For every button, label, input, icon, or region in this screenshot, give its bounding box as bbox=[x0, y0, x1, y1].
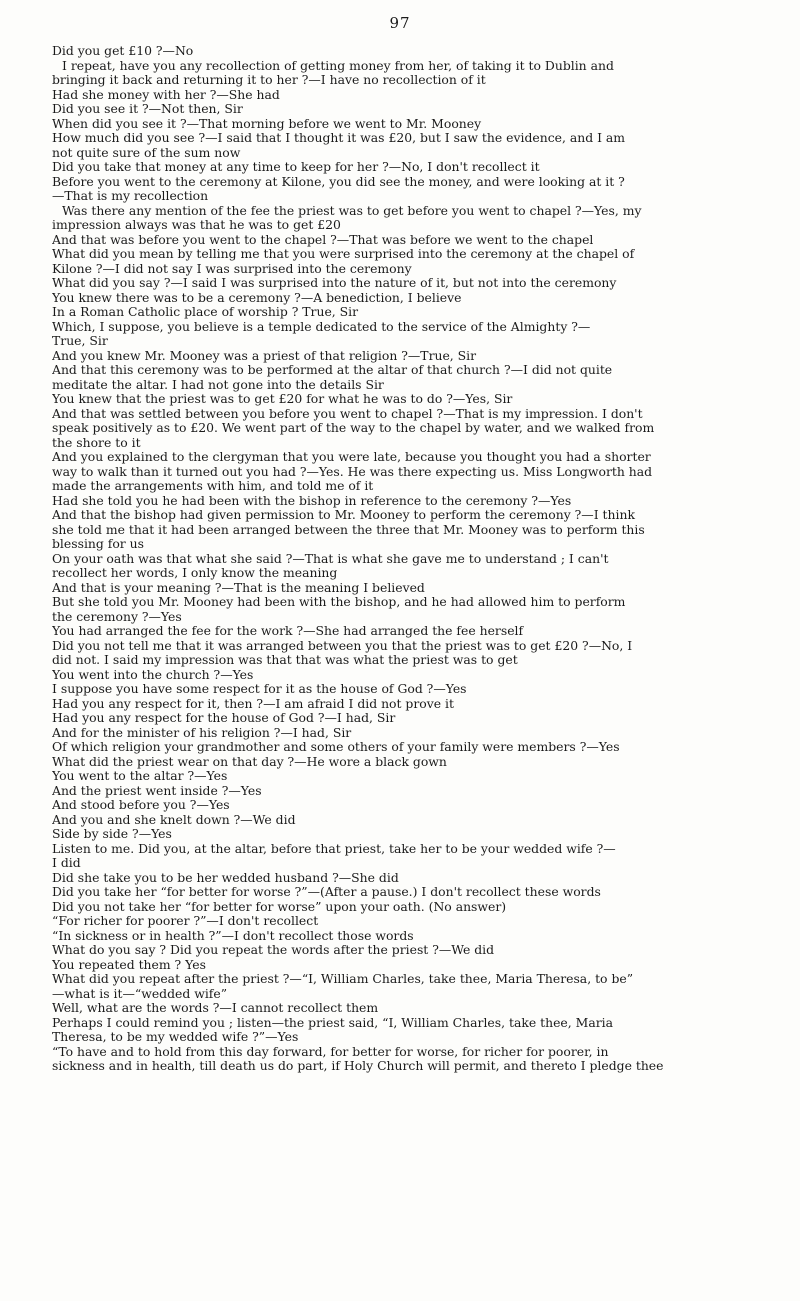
text-line: And you explained to the clergyman that you were late, because you thought you had a shorter bbox=[52, 450, 651, 464]
text-line: Before you went to the ceremony at Kilone, you did see the money, and were looking at it ? bbox=[52, 174, 625, 189]
text-line: sickness and in health, till death us do part, if Holy Church will permit, and thereto I pledge thee bbox=[52, 1059, 664, 1073]
text-line: Listen to me. Did you, at the altar, before that priest, take her to be your wedded wife ?— bbox=[52, 841, 616, 856]
text-line: When did you see it ?—That morning before we went to Mr. Mooney bbox=[52, 116, 482, 131]
text-line: Which, I suppose, you believe is a temple dedicated to the service of the Almighty ?— bbox=[52, 319, 591, 334]
text-line: Of which religion your grandmother and some others of your family were members ?—Yes bbox=[52, 740, 620, 754]
text-line: You went into the church ?—Yes bbox=[52, 667, 254, 682]
text-line: True, Sir bbox=[52, 334, 108, 348]
text-line: Had you any respect for the house of God ?—I had, Sir bbox=[52, 711, 396, 725]
text-line: And that the bishop had given permission to Mr. Mooney to perform the ceremony ?—I think bbox=[52, 508, 635, 522]
text-line: —what is it—“wedded wife” bbox=[52, 986, 228, 1001]
text-line: Did you not tell me that it was arranged between you that the priest was to get £20 ?—No, I bbox=[52, 638, 633, 653]
text-line: Did she take you to be her wedded husband ?—She did bbox=[52, 870, 399, 885]
text-line: Had you any respect for it, then ?—I am afraid I did not prove it bbox=[52, 696, 454, 711]
text-line: In a Roman Catholic place of worship ? True, Sir bbox=[52, 305, 359, 319]
text-line: speak positively as to £20. We went part of the way to the chapel by water, and we walked from bbox=[52, 421, 655, 435]
text-line: way to walk than it turned out you had ?—Yes. He was there expecting us. Miss Longworth had bbox=[52, 464, 653, 479]
text-line: And that this ceremony was to be performed at the altar of that church ?—I did not quite bbox=[52, 363, 613, 377]
text-line: blessing for us bbox=[52, 537, 145, 551]
text-line: You knew there was to be a ceremony ?—A benediction, I believe bbox=[52, 290, 462, 305]
text-line: the shore to it bbox=[52, 435, 141, 450]
text-line: Was there any mention of the fee the priest was to get before you went to chapel ?—Yes, my bbox=[62, 203, 642, 218]
text-line: “For richer for poorer ?”—I don't recollect bbox=[52, 914, 319, 928]
text-line: Did you take that money at any time to keep for her ?—No, I don't recollect it bbox=[52, 160, 540, 174]
text-line: Did you not take her “for better for worse” upon your oath. (No answer) bbox=[52, 899, 507, 914]
text-line: Theresa, to be my wedded wife ?”—Yes bbox=[52, 1030, 299, 1044]
text-line: Did you see it ?—Not then, Sir bbox=[52, 102, 243, 116]
text-line: And you knew Mr. Mooney was a priest of that religion ?—True, Sir bbox=[52, 348, 477, 363]
text-line: bringing it back and returning it to her ?—I have no recollection of it bbox=[52, 73, 486, 87]
testimony-text bbox=[52, 44, 774, 1074]
text-line: And that is your meaning ?—That is the meaning I believed bbox=[52, 580, 425, 595]
text-line: And stood before you ?—Yes bbox=[52, 798, 230, 812]
text-line: You knew that the priest was to get £20 for what he was to do ?—Yes, Sir bbox=[52, 392, 513, 406]
text-line: Side by side ?—Yes bbox=[52, 827, 172, 841]
text-line: How much did you see ?—I said that I thought it was £20, but I saw the evidence, and I am bbox=[52, 131, 626, 145]
text-line: And that was before you went to the chapel ?—That was before we went to the chapel bbox=[52, 232, 594, 247]
text-line: What do you say ? Did you repeat the words after the priest ?—We did bbox=[52, 943, 495, 957]
text-line: You had arranged the fee for the work ?—She had arranged the fee herself bbox=[52, 624, 524, 638]
text-line: Had she money with her ?—She had bbox=[52, 87, 280, 102]
text-line: meditate the altar. I had not gone into the details Sir bbox=[52, 377, 384, 392]
text-line: did not. I said my impression was that that was what the priest was to get bbox=[52, 653, 518, 667]
text-line: What did you say ?—I said I was surprised into the nature of it, but not into the ceremony bbox=[52, 276, 617, 290]
text-line: Kilone ?—I did not say I was surprised into the ceremony bbox=[52, 261, 412, 276]
text-line: Had she told you he had been with the bishop in reference to the ceremony ?—Yes bbox=[52, 493, 572, 508]
text-line: And the priest went inside ?—Yes bbox=[52, 783, 262, 798]
text-line: But she told you Mr. Mooney had been with the bishop, and he had allowed him to perform bbox=[52, 595, 626, 609]
page-number: 97 bbox=[389, 14, 411, 32]
text-line: And you and she knelt down ?—We did bbox=[52, 812, 296, 827]
text-line: You went to the altar ?—Yes bbox=[52, 769, 228, 783]
text-line: recollect her words, I only know the meaning bbox=[52, 566, 338, 580]
text-line: she told me that it had been arranged between the three that Mr. Mooney was to perform this bbox=[52, 522, 645, 537]
text-line: What did you mean by telling me that you were surprised into the ceremony at the chapel of bbox=[52, 247, 635, 261]
text-line: What did the priest wear on that day ?—He wore a black gown bbox=[52, 754, 447, 769]
text-line: And that was settled between you before you went to chapel ?—That is my impression. I don't bbox=[52, 406, 643, 421]
text-line: “To have and to hold from this day forward, for better for worse, for richer for poorer, in bbox=[52, 1044, 609, 1059]
text-line: “In sickness or in health ?”—I don't recollect those words bbox=[52, 928, 414, 943]
text-line: What did you repeat after the priest ?—“I, William Charles, take thee, Maria Theresa, to be” bbox=[52, 972, 634, 986]
text-line: Perhaps I could remind you ; listen—the priest said, “I, William Charles, take thee, Maria bbox=[52, 1015, 613, 1030]
text-line: Well, what are the words ?—I cannot recollect them bbox=[52, 1001, 379, 1015]
text-line: I did bbox=[52, 856, 81, 870]
text-line: not quite sure of the sum now bbox=[52, 145, 241, 160]
text-line: I repeat, have you any recollection of getting money from her, of taking it to Dublin and bbox=[62, 58, 614, 73]
text-line: And for the minister of his religion ?—I had, Sir bbox=[52, 725, 352, 740]
text-line: You repeated them ? Yes bbox=[52, 957, 206, 972]
text-line: Did you take her “for better for worse ?”—(After a pause.) I don't recollect these words bbox=[52, 885, 601, 899]
text-line: the ceremony ?—Yes bbox=[52, 609, 182, 624]
text-line: Did you get £10 ?—No bbox=[52, 44, 194, 58]
text-line: impression always was that he was to get £20 bbox=[52, 218, 341, 232]
text-line: made the arrangements with him, and told me of it bbox=[52, 479, 374, 493]
text-line: I suppose you have some respect for it as the house of God ?—Yes bbox=[52, 682, 467, 696]
text-line: On your oath was that what she said ?—That is what she gave me to understand ; I can't bbox=[52, 551, 609, 566]
text-line: —That is my recollection bbox=[52, 189, 209, 203]
